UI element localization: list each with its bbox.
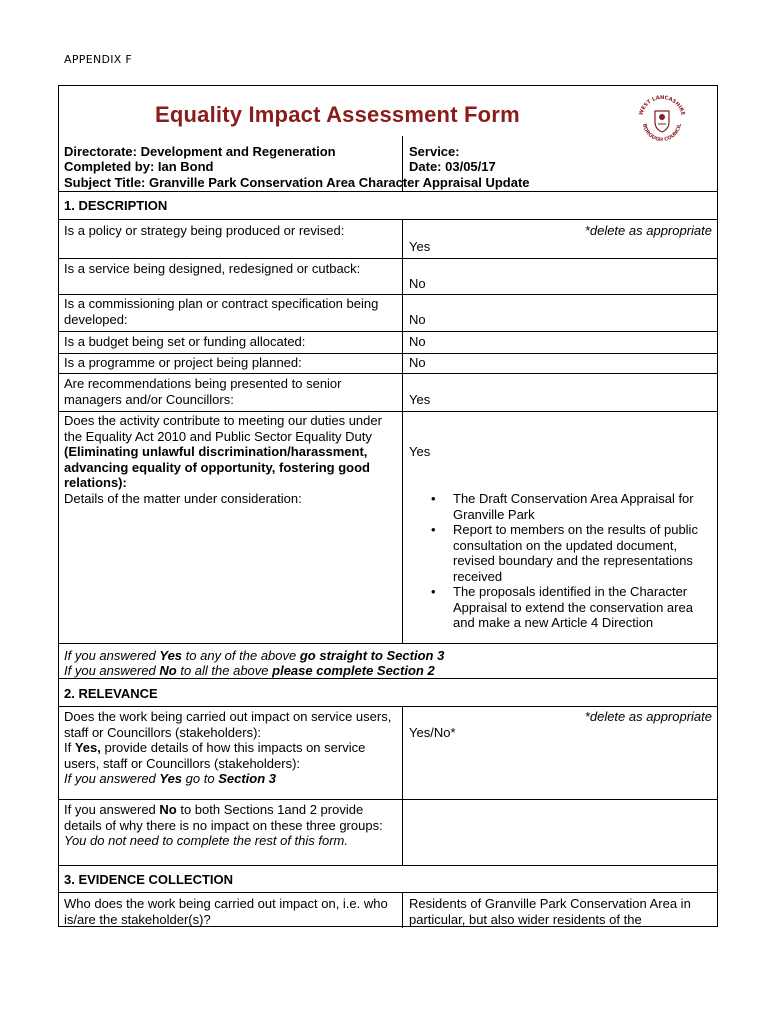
answer-commissioning: No xyxy=(409,312,426,327)
column-divider xyxy=(402,706,403,865)
answer-service: No xyxy=(409,276,426,291)
subject-title: Subject Title: Granville Park Conservation Area Character Appraisal Update xyxy=(64,175,530,190)
routing-no: If you answered No to all the above please complete Section 2 xyxy=(64,663,435,678)
answer-recommendations: Yes xyxy=(409,392,431,407)
column-divider xyxy=(402,136,403,191)
divider xyxy=(59,892,717,893)
question-budget: Is a budget being set or funding allocated: xyxy=(64,334,306,349)
delete-note: *delete as appropriate xyxy=(584,223,712,238)
column-divider xyxy=(402,892,403,928)
bullet-icon: • xyxy=(431,522,436,537)
svg-text:WEST LANCASHIRE: WEST LANCASHIRE xyxy=(638,94,686,117)
answer-budget: No xyxy=(409,334,426,349)
divider xyxy=(59,706,717,707)
list-item: • Report to members on the results of public consultation on the updated document, revised boundary and the representations received xyxy=(431,522,698,584)
list-item: • The proposals identified in the Character Appraisal to extend the conservation area and make a new Article 4 Direction xyxy=(431,584,693,630)
question-policy: Is a policy or strategy being produced or revised: xyxy=(64,223,345,238)
directorate-label: Directorate: Development and Regeneration xyxy=(64,144,336,159)
question-service: Is a service being designed, redesigned or cutback: xyxy=(64,261,361,276)
answer-policy: Yes xyxy=(409,239,431,254)
divider xyxy=(59,353,717,354)
divider xyxy=(59,865,717,866)
column-divider xyxy=(402,219,403,643)
answer-programme: No xyxy=(409,355,426,370)
divider xyxy=(59,373,717,374)
completed-by-label: Completed by: Ian Bond xyxy=(64,159,214,174)
list-item: • The Draft Conservation Area Appraisal for Granville Park xyxy=(431,491,694,522)
divider xyxy=(59,258,717,259)
svg-text:BOROUGH COUNCIL: BOROUGH COUNCIL xyxy=(641,123,683,144)
section-3-heading: 3. EVIDENCE COLLECTION xyxy=(64,872,234,887)
divider xyxy=(59,191,717,192)
answer-stakeholders: Residents of Granville Park Conservation Area in particular, but also wider residents of the xyxy=(409,896,691,927)
divider xyxy=(59,219,717,220)
divider xyxy=(59,294,717,295)
question-recommendations: Are recommendations being presented to senior managers and/or Councillors: xyxy=(64,376,342,407)
bullet-icon: • xyxy=(431,491,436,506)
details-list xyxy=(409,491,709,631)
question-impact: Does the work being carried out impact on service users, staff or Councillors (stakeholders): If Yes, provide details of how this impacts on service users, staff or Councillors (stakeholders): If you answered Yes go to Section 3 xyxy=(64,709,392,786)
question-equality-duty: Does the activity contribute to meeting our duties under the Equality Act 2010 and Public Sector Equality Duty (Eliminating unlawful discrimination/harassment, advancing equality of opportunity, fostering good relations): xyxy=(64,413,382,490)
question-no-impact: If you answered No to both Sections 1and 2 provide details of why there is no impact on these three groups: You do not need to complete the rest of this form. xyxy=(64,802,383,848)
form-title: Equality Impact Assessment Form xyxy=(155,102,520,127)
section-1-heading: 1. DESCRIPTION xyxy=(64,198,168,213)
divider xyxy=(59,799,717,800)
question-programme: Is a programme or project being planned: xyxy=(64,355,302,370)
appendix-label: APPENDIX F xyxy=(64,53,133,66)
bullet-icon: • xyxy=(431,584,436,599)
service-label: Service: xyxy=(409,144,460,159)
delete-note: *delete as appropriate xyxy=(584,709,712,724)
question-stakeholders: Who does the work being carried out impact on, i.e. who is/are the stakeholder(s)? xyxy=(64,896,388,927)
divider xyxy=(59,331,717,332)
answer-impact: Yes/No* xyxy=(409,725,456,740)
answer-equality-duty: Yes xyxy=(409,444,431,459)
question-details: Details of the matter under consideration: xyxy=(64,491,302,506)
eia-form xyxy=(58,85,718,927)
council-crest-logo xyxy=(633,89,691,147)
divider xyxy=(59,411,717,412)
divider xyxy=(59,643,717,644)
question-commissioning: Is a commissioning plan or contract specification being developed: xyxy=(64,296,379,327)
date-label: Date: 03/05/17 xyxy=(409,159,496,174)
section-2-heading: 2. RELEVANCE xyxy=(64,686,158,701)
routing-yes: If you answered Yes to any of the above go straight to Section 3 xyxy=(64,648,445,663)
